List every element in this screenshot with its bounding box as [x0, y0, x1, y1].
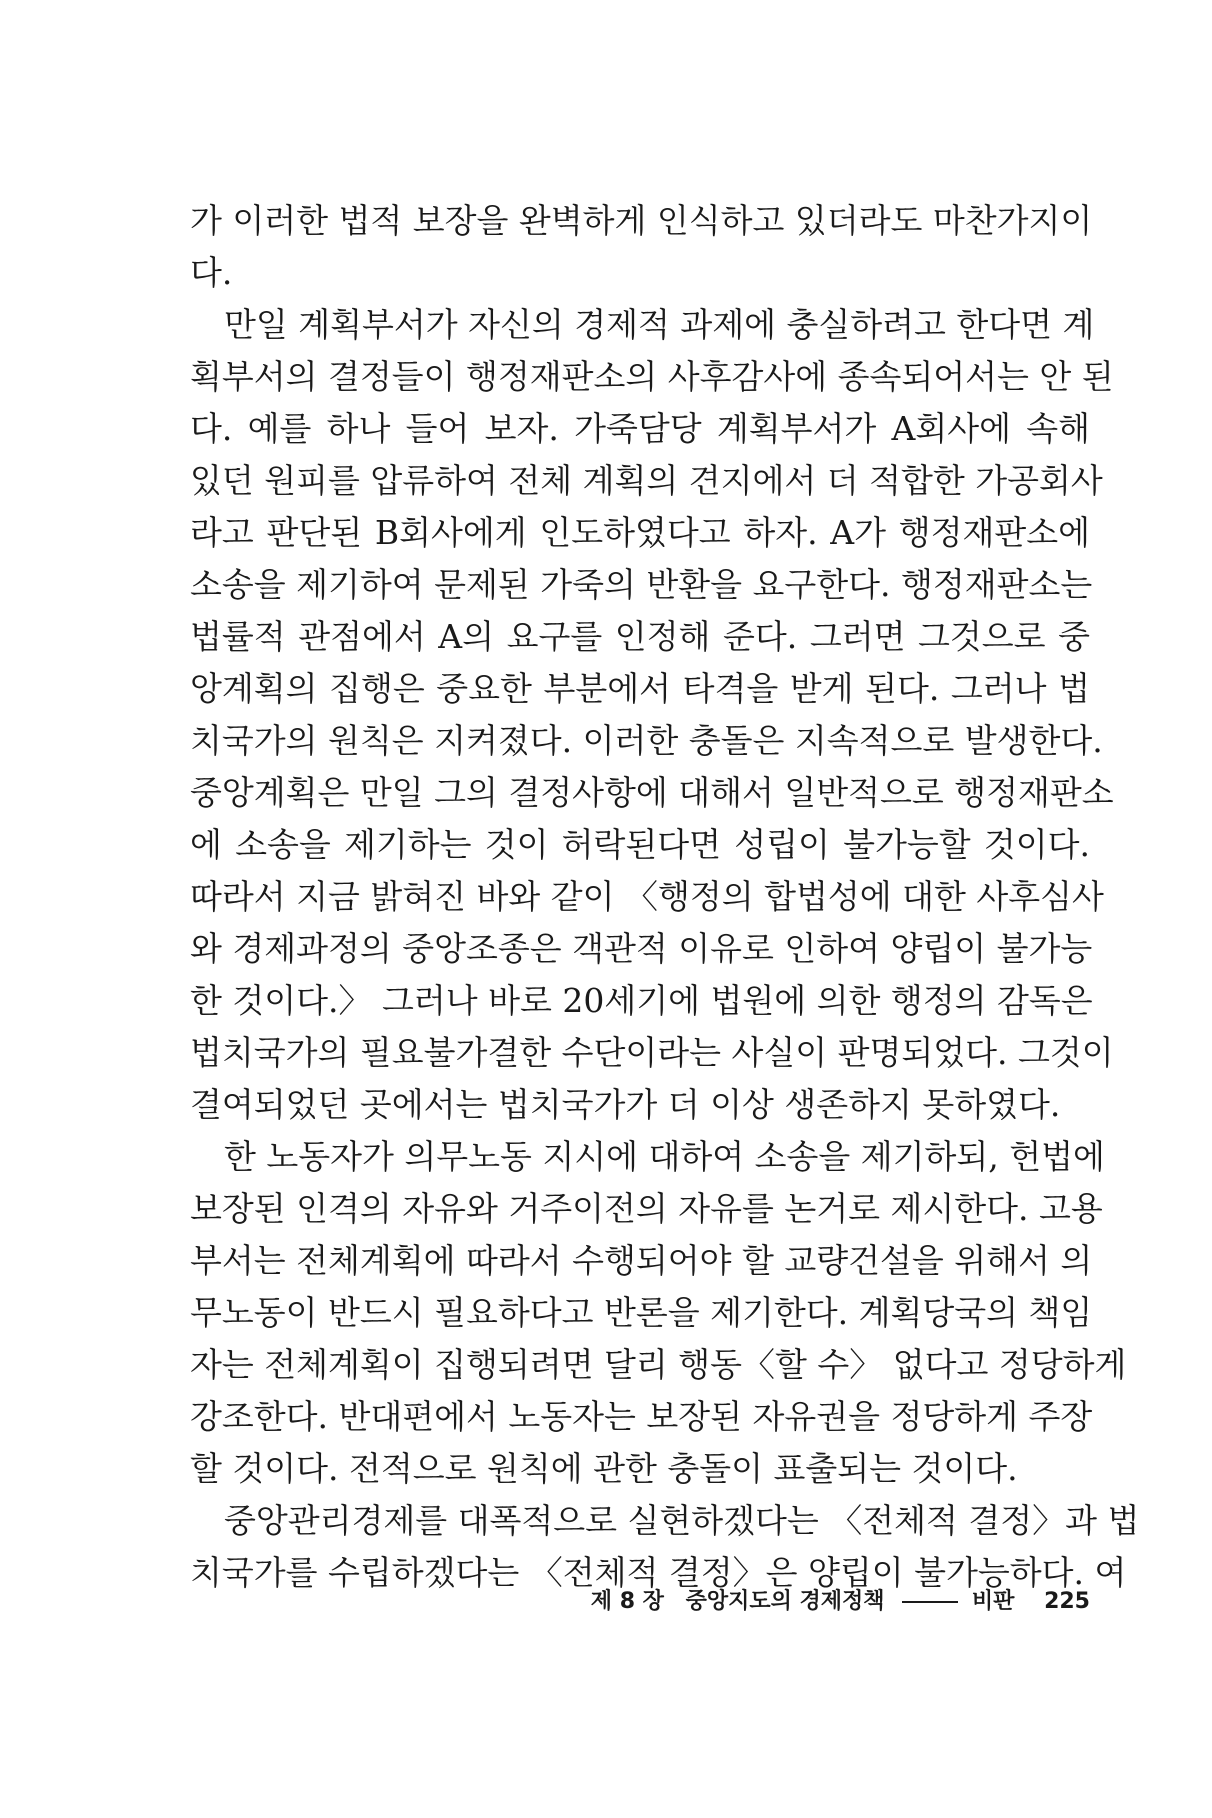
text-line: 부서는 전체계획에 따라서 수행되어야 할 교량건설을 위해서 의	[190, 1241, 1093, 1280]
text-line: 따라서 지금 밝혀진 바와 같이 〈행정의 합법성에 대한 사후심사	[190, 877, 1104, 916]
text-line: 할 것이다. 전적으로 원칙에 관한 충돌이 표출되는 것이다.	[190, 1449, 1018, 1488]
text-line: 자는 전체계획이 집행되려면 달리 행동〈할 수〉 없다고 정당하게	[190, 1345, 1127, 1384]
paragraph-1	[190, 195, 1093, 299]
footer-section: 비판	[971, 1589, 1015, 1614]
text-line: 한 것이다.〉 그러나 바로 20세기에 법원에 의한 행정의 감독은	[190, 981, 1093, 1020]
text-line: 다. 예를 하나 들어 보자. 가죽담당 계획부서가 A회사에 속해	[190, 409, 1090, 448]
page-number: 225	[1044, 1589, 1090, 1614]
body-text	[190, 195, 1140, 1599]
text-line: 라고 판단된 B회사에게 인도하였다고 하자. A가 행정재판소에	[190, 513, 1090, 552]
text-line: 에 소송을 제기하는 것이 허락된다면 성립이 불가능할 것이다.	[190, 825, 1090, 864]
paragraph-2	[190, 299, 1114, 1131]
text-line: 중앙관리경제를 대폭적으로 실현하겠다는 〈전체적 결정〉과 법	[224, 1501, 1140, 1540]
text-line: 가 이러한 법적 보장을 완벽하게 인식하고 있더라도 마찬가지이	[190, 201, 1093, 240]
text-line: 법치국가의 필요불가결한 수단이라는 사실이 판명되었다. 그것이	[190, 1033, 1114, 1072]
text-line: 소송을 제기하여 문제된 가죽의 반환을 요구한다. 행정재판소는	[190, 565, 1093, 604]
text-line: 있던 원피를 압류하여 전체 계획의 견지에서 더 적합한 가공회사	[190, 461, 1103, 500]
text-line: 치국가를 수립하겠다는 〈전체적 결정〉은 양립이 불가능하다. 여	[190, 1553, 1127, 1592]
footer-chapter: 제 8 장	[590, 1589, 664, 1614]
text-line: 다.	[190, 253, 233, 292]
text-line: 보장된 인격의 자유와 거주이전의 자유를 논거로 제시한다. 고용	[190, 1189, 1103, 1228]
text-line: 결여되었던 곳에서는 법치국가가 더 이상 생존하지 못하였다.	[190, 1085, 1061, 1124]
text-line: 한 노동자가 의무노동 지시에 대하여 소송을 제기하되, 헌법에	[224, 1137, 1105, 1176]
footer-chapter-title: 중앙지도의 경제정책	[685, 1589, 885, 1614]
running-footer	[580, 1582, 1090, 1622]
text-line: 획부서의 결정들이 행정재판소의 사후감사에 종속되어서는 안 된	[190, 357, 1114, 396]
text-line: 치국가의 원칙은 지켜졌다. 이러한 충돌은 지속적으로 발생한다.	[190, 721, 1103, 760]
text-line: 강조한다. 반대편에서 노동자는 보장된 자유권을 정당하게 주장	[190, 1397, 1093, 1436]
text-line: 중앙계획은 만일 그의 결정사항에 대해서 일반적으로 행정재판소	[190, 773, 1114, 812]
text-line: 앙계획의 집행은 중요한 부분에서 타격을 받게 된다. 그러나 법	[190, 669, 1090, 708]
paragraph-3	[190, 1131, 1127, 1495]
text-line: 무노동이 반드시 필요하다고 반론을 제기한다. 계획당국의 책임	[190, 1293, 1093, 1332]
text-line: 만일 계획부서가 자신의 경제적 과제에 충실하려고 한다면 계	[224, 305, 1095, 344]
text-line: 와 경제과정의 중앙조종은 객관적 이유로 인하여 양립이 불가능	[190, 929, 1093, 968]
text-line: 법률적 관점에서 A의 요구를 인정해 준다. 그러면 그것으로 중	[190, 617, 1090, 656]
footer-dash	[902, 1601, 958, 1603]
